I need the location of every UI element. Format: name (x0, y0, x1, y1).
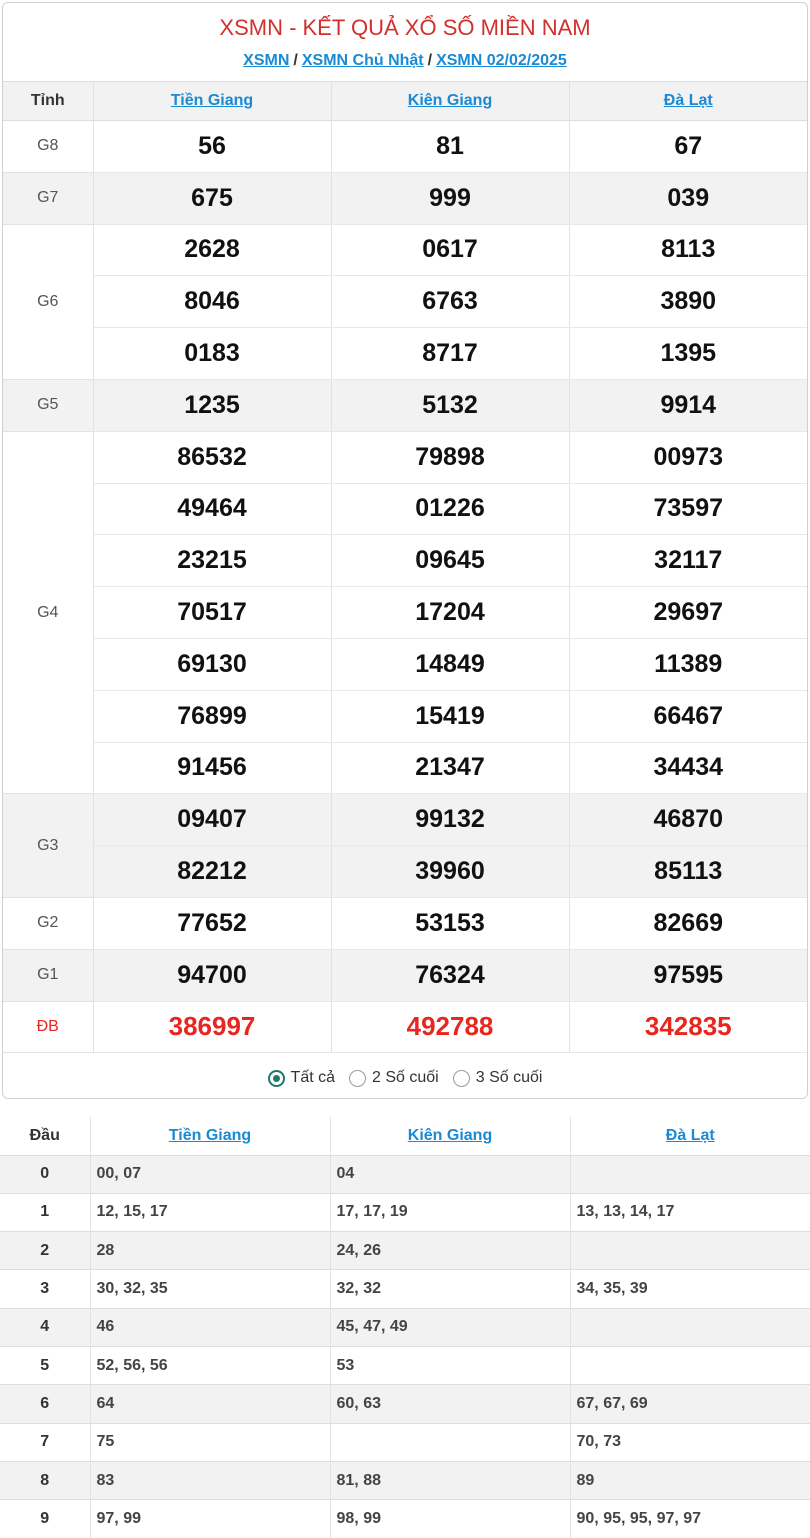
tail-numbers: 45, 47, 49 (330, 1308, 570, 1346)
filter-option[interactable] (453, 1069, 543, 1087)
tail-numbers: 24, 26 (330, 1232, 570, 1270)
prize-number: 11389 (569, 638, 807, 690)
tail-numbers: 04 (330, 1155, 570, 1193)
prize-label: G2 (3, 897, 93, 949)
prize-number: 2628 (93, 224, 331, 276)
prize-number: 0183 (93, 328, 331, 380)
province-header (90, 1117, 330, 1155)
prize-number: 00973 (569, 431, 807, 483)
tail-numbers: 17, 17, 19 (330, 1193, 570, 1231)
prize-number: 8717 (331, 328, 569, 380)
prize-number: 81 (331, 121, 569, 173)
filter-option-label: 2 Số cuối (372, 1069, 439, 1087)
prize-number: 14849 (331, 638, 569, 690)
radio-unchecked-icon[interactable] (349, 1070, 366, 1087)
tail-numbers: 83 (90, 1461, 330, 1499)
result-row (3, 483, 807, 535)
tail-numbers: 46 (90, 1308, 330, 1346)
province-header (331, 82, 569, 121)
head-digit: 6 (0, 1385, 90, 1423)
head-digit-row (0, 1193, 810, 1231)
result-row (3, 638, 807, 690)
prize-number: 01226 (331, 483, 569, 535)
breadcrumb-xsmn-date[interactable]: XSMN 02/02/2025 (436, 52, 567, 69)
prize-number: 675 (93, 172, 331, 224)
results-table (3, 81, 807, 1053)
tail-numbers: 53 (330, 1346, 570, 1384)
result-row (3, 587, 807, 639)
head-digit-row (0, 1232, 810, 1270)
tail-numbers (570, 1346, 810, 1384)
head-digit-row (0, 1308, 810, 1346)
prize-number: 0617 (331, 224, 569, 276)
tail-numbers: 89 (570, 1461, 810, 1499)
tail-numbers: 52, 56, 56 (90, 1346, 330, 1384)
head-digit: 0 (0, 1155, 90, 1193)
tail-numbers: 00, 07 (90, 1155, 330, 1193)
result-row (3, 121, 807, 173)
result-row (3, 846, 807, 898)
head-digit: 9 (0, 1500, 90, 1538)
breadcrumb-separator: / (293, 52, 298, 69)
result-row (3, 379, 807, 431)
result-row (3, 224, 807, 276)
prize-number: 8113 (569, 224, 807, 276)
head-digit: 8 (0, 1461, 90, 1499)
dau-province-link-kien-giang[interactable]: Kiên Giang (407, 1126, 493, 1144)
tail-numbers (570, 1232, 810, 1270)
result-row (3, 276, 807, 328)
prize-number: 8046 (93, 276, 331, 328)
prize-number: 76324 (331, 949, 569, 1001)
tail-numbers: 64 (90, 1385, 330, 1423)
head-digit: 2 (0, 1232, 90, 1270)
prize-number: 76899 (93, 690, 331, 742)
prize-number: 1395 (569, 328, 807, 380)
prize-number: 91456 (93, 742, 331, 794)
tail-numbers: 98, 99 (330, 1500, 570, 1538)
special-prize-number: 492788 (331, 1001, 569, 1053)
tail-numbers: 90, 95, 95, 97, 97 (570, 1500, 810, 1538)
tail-numbers: 60, 63 (330, 1385, 570, 1423)
province-link-tien-giang[interactable]: Tiền Giang (170, 92, 254, 109)
prize-number: 39960 (331, 846, 569, 898)
prize-label: G3 (3, 794, 93, 898)
tail-numbers: 28 (90, 1232, 330, 1270)
prize-number: 73597 (569, 483, 807, 535)
tail-numbers: 67, 67, 69 (570, 1385, 810, 1423)
tail-numbers: 81, 88 (330, 1461, 570, 1499)
prize-label: G5 (3, 379, 93, 431)
tail-numbers (570, 1155, 810, 1193)
result-row (3, 794, 807, 846)
filter-option-label: 3 Số cuối (475, 1069, 543, 1087)
prize-number: 09407 (93, 794, 331, 846)
prize-number: 94700 (93, 949, 331, 1001)
prize-number: 86532 (93, 431, 331, 483)
tail-numbers: 13, 13, 14, 17 (570, 1193, 810, 1231)
prize-number: 82669 (569, 897, 807, 949)
results-header-row (3, 82, 807, 121)
prize-label: G1 (3, 949, 93, 1001)
head-digit-label-header: Đầu (0, 1117, 90, 1155)
prize-number: 97595 (569, 949, 807, 1001)
result-row (3, 1001, 807, 1053)
prize-number: 53153 (331, 897, 569, 949)
dau-province-link-tien-giang[interactable]: Tiền Giang (168, 1126, 252, 1144)
prize-number: 21347 (331, 742, 569, 794)
prize-number: 49464 (93, 483, 331, 535)
head-digit-body (0, 1155, 810, 1538)
prize-number: 17204 (331, 587, 569, 639)
province-header (569, 82, 807, 121)
prize-number: 69130 (93, 638, 331, 690)
prize-number: 70517 (93, 587, 331, 639)
dau-province-link-da-lat[interactable]: Đà Lạt (665, 1126, 715, 1144)
head-digit-table (0, 1117, 810, 1538)
page-title: XSMN - KẾT QUẢ XỔ SỐ MIỀN NAM (219, 15, 591, 40)
prize-number: 23215 (93, 535, 331, 587)
result-row (3, 535, 807, 587)
tail-numbers: 12, 15, 17 (90, 1193, 330, 1231)
tail-numbers: 32, 32 (330, 1270, 570, 1308)
province-header (570, 1117, 810, 1155)
result-row (3, 172, 807, 224)
result-row (3, 328, 807, 380)
prize-number: 77652 (93, 897, 331, 949)
tail-numbers (570, 1308, 810, 1346)
tail-numbers: 97, 99 (90, 1500, 330, 1538)
result-row (3, 690, 807, 742)
prize-number: 32117 (569, 535, 807, 587)
prize-number: 039 (569, 172, 807, 224)
result-row (3, 897, 807, 949)
head-digit: 7 (0, 1423, 90, 1461)
head-digit-header-row (0, 1117, 810, 1155)
prize-number: 67 (569, 121, 807, 173)
radio-unchecked-icon[interactable] (453, 1070, 470, 1087)
tail-numbers: 70, 73 (570, 1423, 810, 1461)
prize-number: 9914 (569, 379, 807, 431)
result-row (3, 949, 807, 1001)
result-row (3, 742, 807, 794)
head-digit-row (0, 1270, 810, 1308)
prize-label: G7 (3, 172, 93, 224)
prize-number: 1235 (93, 379, 331, 431)
filter-option[interactable] (268, 1069, 335, 1087)
prize-number: 82212 (93, 846, 331, 898)
prize-number: 15419 (331, 690, 569, 742)
prize-number: 66467 (569, 690, 807, 742)
head-digit-row (0, 1346, 810, 1384)
filter-option[interactable] (349, 1069, 439, 1087)
province-header (330, 1117, 570, 1155)
head-digit: 3 (0, 1270, 90, 1308)
head-digit-row (0, 1423, 810, 1461)
prize-number: 09645 (331, 535, 569, 587)
tail-numbers: 34, 35, 39 (570, 1270, 810, 1308)
prize-label: ĐB (3, 1001, 93, 1053)
results-body (3, 121, 807, 1053)
prize-label: G6 (3, 224, 93, 379)
province-link-kien-giang[interactable]: Kiên Giang (407, 92, 493, 109)
prize-label: G8 (3, 121, 93, 173)
prize-number: 999 (331, 172, 569, 224)
head-digit-row (0, 1461, 810, 1499)
province-header (93, 82, 331, 121)
prize-number: 56 (93, 121, 331, 173)
prize-number: 79898 (331, 431, 569, 483)
prize-number: 3890 (569, 276, 807, 328)
province-link-da-lat[interactable]: Đà Lạt (663, 92, 713, 109)
prize-number: 29697 (569, 587, 807, 639)
breadcrumb-xsmn[interactable]: XSMN (243, 52, 290, 69)
prize-number: 46870 (569, 794, 807, 846)
results-header (3, 3, 807, 81)
head-digit: 5 (0, 1346, 90, 1384)
digit-filter (3, 1053, 807, 1099)
tail-numbers: 75 (90, 1423, 330, 1461)
special-prize-number: 342835 (569, 1001, 807, 1053)
radio-checked-icon[interactable] (268, 1070, 285, 1087)
prize-number: 6763 (331, 276, 569, 328)
province-label-header: Tỉnh (3, 82, 93, 121)
special-prize-number: 386997 (93, 1001, 331, 1053)
prize-number: 5132 (331, 379, 569, 431)
breadcrumb (3, 51, 807, 71)
head-digit-row (0, 1155, 810, 1193)
prize-number: 34434 (569, 742, 807, 794)
prize-label: G4 (3, 431, 93, 794)
prize-number: 85113 (569, 846, 807, 898)
result-row (3, 431, 807, 483)
results-card (2, 2, 808, 1099)
prize-number: 99132 (331, 794, 569, 846)
head-digit-row (0, 1385, 810, 1423)
breadcrumb-separator: / (427, 52, 433, 69)
tail-numbers (330, 1423, 570, 1461)
head-digit-row (0, 1500, 810, 1538)
tail-numbers: 30, 32, 35 (90, 1270, 330, 1308)
head-digit: 4 (0, 1308, 90, 1346)
head-digit: 1 (0, 1193, 90, 1231)
filter-option-label: Tất cả (290, 1069, 336, 1087)
breadcrumb-xsmn-sunday[interactable]: XSMN Chủ Nhật (301, 52, 424, 69)
